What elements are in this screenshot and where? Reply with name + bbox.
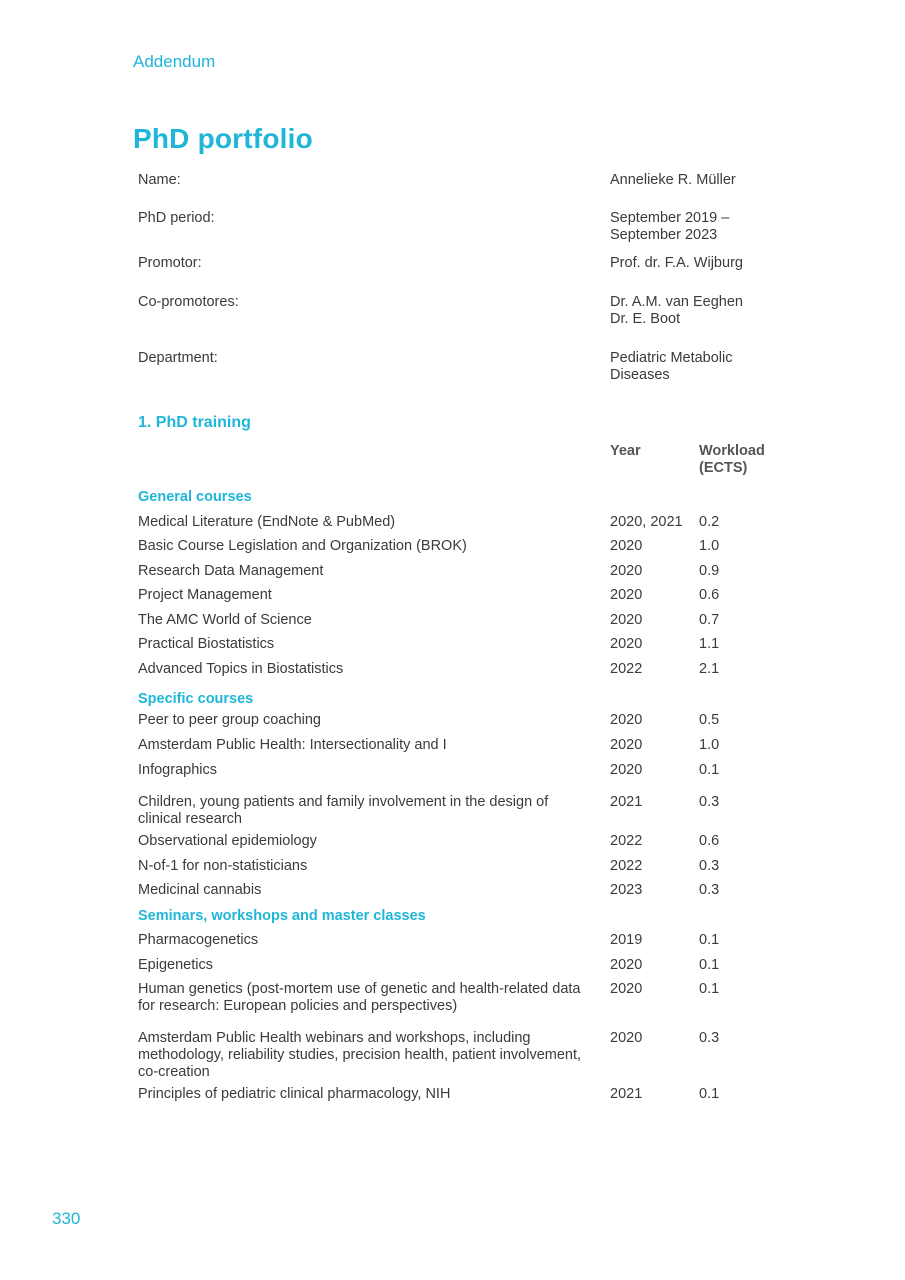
course-ects: 2.1 <box>699 661 720 677</box>
course-ects: 0.6 <box>699 587 720 603</box>
course-name: Research Data Management <box>138 563 324 579</box>
course-name: Children, young patients and family involvement in the design of clinical research <box>138 794 549 827</box>
course-year: 2022 <box>610 833 643 849</box>
info-label: Name: <box>138 172 181 188</box>
section-heading: 1. PhD training <box>138 414 251 431</box>
course-year: 2021 <box>610 794 643 810</box>
course-year: 2020 <box>610 1030 643 1046</box>
course-year: 2020, 2021 <box>610 514 683 530</box>
info-value: Prof. dr. F.A. Wijburg <box>610 255 743 271</box>
course-ects: 0.1 <box>699 981 720 997</box>
course-year: 2020 <box>610 587 643 603</box>
course-ects: 0.3 <box>699 882 720 898</box>
course-ects: 1.1 <box>699 636 720 652</box>
course-year: 2019 <box>610 932 643 948</box>
course-name: Human genetics (post-mortem use of genetic and health-related data for research: European policies and perspectives) <box>138 981 581 1014</box>
course-year: 2020 <box>610 712 643 728</box>
page-title: PhD portfolio <box>133 123 313 154</box>
course-name: Peer to peer group coaching <box>138 712 321 728</box>
course-ects: 0.3 <box>699 1030 720 1046</box>
info-value: Dr. A.M. van Eeghen Dr. E. Boot <box>610 294 743 327</box>
course-ects: 0.5 <box>699 712 720 728</box>
course-ects: 0.1 <box>699 1086 720 1102</box>
info-label: PhD period: <box>138 210 215 226</box>
course-year: 2020 <box>610 737 643 753</box>
subsection-heading: Seminars, workshops and master classes <box>138 908 426 924</box>
course-year: 2020 <box>610 636 643 652</box>
course-name: Infographics <box>138 762 217 778</box>
course-name: N-of-1 for non-statisticians <box>138 858 308 874</box>
course-ects: 0.1 <box>699 762 720 778</box>
info-value: September 2019 – September 2023 <box>610 210 730 243</box>
column-header-workload: Workload (ECTS) <box>699 443 765 476</box>
info-label: Co-promotores: <box>138 294 239 310</box>
info-label: Department: <box>138 350 218 366</box>
course-name: Advanced Topics in Biostatistics <box>138 661 344 677</box>
course-name: Amsterdam Public Health webinars and workshops, including methodology, reliability studies, precision health, patient involvement, co-creation <box>138 1030 582 1080</box>
course-ects: 0.1 <box>699 957 720 973</box>
course-name: Amsterdam Public Health: Intersectionality and I <box>138 737 447 753</box>
info-value: Annelieke R. Müller <box>610 172 736 188</box>
course-name: Medical Literature (EndNote & PubMed) <box>138 514 396 530</box>
course-ects: 0.2 <box>699 514 720 530</box>
course-year: 2020 <box>610 538 643 554</box>
course-name: Practical Biostatistics <box>138 636 275 652</box>
course-year: 2023 <box>610 882 643 898</box>
info-label: Promotor: <box>138 255 202 271</box>
course-ects: 0.3 <box>699 858 720 874</box>
column-header-year: Year <box>610 443 641 459</box>
course-name: The AMC World of Science <box>138 612 312 628</box>
info-value: Pediatric Metabolic Diseases <box>610 350 733 383</box>
running-header: Addendum <box>133 52 216 71</box>
course-year: 2020 <box>610 563 643 579</box>
course-name: Project Management <box>138 587 272 603</box>
course-year: 2022 <box>610 858 643 874</box>
course-year: 2020 <box>610 957 643 973</box>
course-ects: 0.3 <box>699 794 720 810</box>
course-name: Principles of pediatric clinical pharmacology, NIH <box>138 1086 451 1102</box>
course-name: Observational epidemiology <box>138 833 317 849</box>
course-ects: 0.1 <box>699 932 720 948</box>
course-name: Basic Course Legislation and Organization (BROK) <box>138 538 467 554</box>
course-name: Pharmacogenetics <box>138 932 259 948</box>
course-name: Medicinal cannabis <box>138 882 262 898</box>
course-year: 2020 <box>610 612 643 628</box>
course-ects: 1.0 <box>699 737 720 753</box>
course-ects: 0.6 <box>699 833 720 849</box>
course-ects: 1.0 <box>699 538 720 554</box>
course-ects: 0.9 <box>699 563 720 579</box>
course-year: 2020 <box>610 981 643 997</box>
course-year: 2020 <box>610 762 643 778</box>
subsection-heading: General courses <box>138 489 252 505</box>
subsection-heading: Specific courses <box>138 691 254 707</box>
page-number: 330 <box>52 1209 81 1228</box>
course-year: 2021 <box>610 1086 643 1102</box>
course-year: 2022 <box>610 661 643 677</box>
course-name: Epigenetics <box>138 957 213 973</box>
course-ects: 0.7 <box>699 612 720 628</box>
